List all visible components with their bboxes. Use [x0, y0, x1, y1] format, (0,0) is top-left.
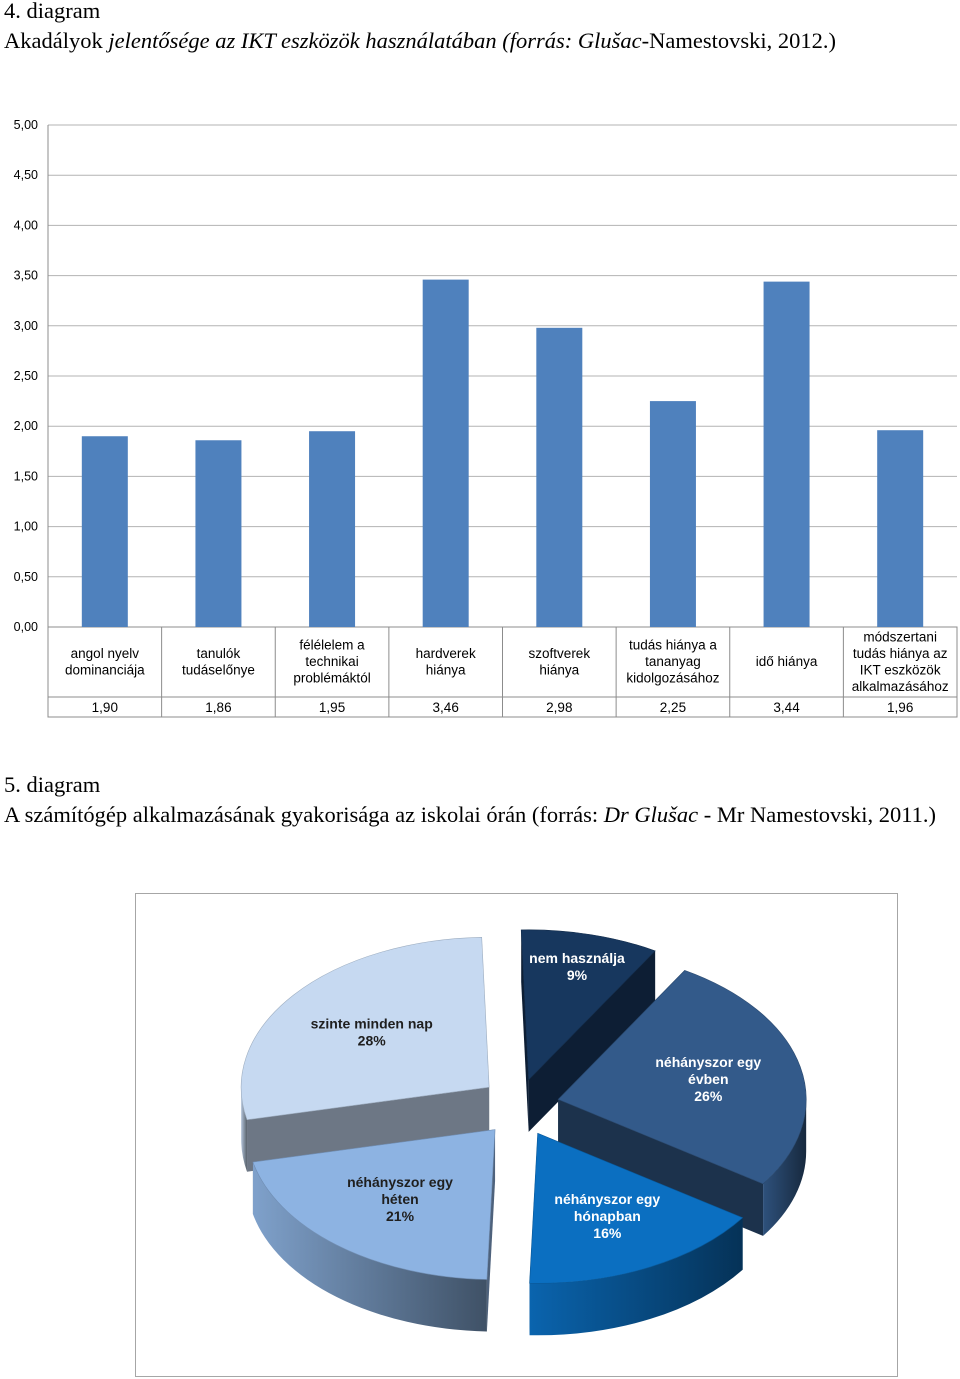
y-tick-label: 2,50: [13, 369, 38, 383]
pie-slice: [253, 1130, 495, 1332]
pie-slice-label-line: nem használja: [529, 950, 625, 967]
y-tick-label: 4,00: [13, 218, 38, 233]
y-tick-label: 0,50: [13, 569, 38, 584]
x-category-label-line: kidolgozásához: [626, 670, 720, 686]
bar: [309, 431, 355, 627]
figure-4-caption: [4, 0, 956, 56]
x-category-label: [626, 638, 719, 686]
figure-5-caption: [4, 770, 956, 830]
y-tick-label: 3,00: [13, 318, 38, 333]
data-table-value: 1,86: [205, 700, 232, 715]
pie-slice-label-line: néhányszor egy: [655, 1054, 762, 1071]
data-table-value: 2,98: [546, 700, 573, 715]
bar: [650, 401, 696, 627]
data-table-value: 3,44: [773, 700, 800, 715]
figure-4-title-a: Akadályok: [4, 28, 109, 53]
x-category-label-line: szoftverek: [528, 645, 591, 661]
x-category-label-line: tudás hiánya az: [852, 645, 948, 661]
pie-slice-label-line: néhányszor egy: [347, 1173, 453, 1190]
figure-4-title: [4, 26, 956, 56]
pie-slice-label-line: évben: [688, 1071, 729, 1088]
x-category-label-line: félélelem a: [299, 637, 365, 653]
y-tick-label: 4,50: [13, 168, 38, 183]
data-table-value: 1,95: [318, 700, 346, 715]
x-category-label-line: tudás hiánya a: [629, 637, 717, 653]
figure-5-number: 5. diagram: [4, 772, 101, 797]
y-tick-label: 5,00: [13, 118, 38, 132]
x-category-label: [756, 654, 818, 669]
x-category-label: [293, 638, 370, 686]
x-category-label-line: tanulók: [196, 645, 241, 661]
pie-slice-label-line: szinte minden nap: [310, 1015, 433, 1032]
pie-slice-percent: 16%: [593, 1225, 622, 1242]
y-tick-label: 1,00: [13, 519, 38, 534]
x-category-label-line: hiánya: [425, 662, 466, 678]
x-category-label-line: hiánya: [539, 662, 580, 678]
y-tick-label: 2,00: [13, 419, 38, 434]
y-tick-label: 0,00: [13, 620, 38, 634]
x-category-label-line: módszertani: [863, 629, 937, 645]
x-category-label-line: hardverek: [415, 645, 476, 661]
pie-slice-percent: 21%: [386, 1207, 415, 1224]
x-category-label-line: technikai: [305, 654, 359, 669]
x-category-label: [182, 646, 255, 678]
x-category-label: [852, 629, 949, 694]
figure-4-title-b: jelentősége az IKT eszközök használatában (forrás: Glušac: [108, 28, 642, 53]
x-category-label-line: tananyag: [645, 654, 701, 669]
x-category-label-line: tudáselőnye: [182, 662, 255, 678]
bar: [195, 440, 241, 627]
pie-slice-label-line: héten: [381, 1190, 419, 1207]
bar: [764, 282, 810, 627]
pie-slice-label-line: hónapban: [573, 1208, 641, 1225]
figure-5-title-b: Dr Glušac: [603, 802, 699, 827]
figure-4-number: 4. diagram: [4, 0, 101, 23]
pie-chart: [136, 894, 897, 1376]
figure-5-title: [4, 800, 956, 830]
figure-5-title-a: A számítógép alkalmazásának gyakorisága az iskolai órán (forrás:: [4, 802, 604, 827]
data-table-value: 1,90: [91, 700, 118, 715]
data-table-value: 1,96: [887, 700, 914, 715]
pie-chart-frame: [135, 893, 898, 1377]
pie-slice-percent: 9%: [566, 967, 588, 984]
x-category-label-line: alkalmazásához: [851, 678, 949, 694]
pie-slice-label-line: néhányszor egy: [554, 1191, 661, 1208]
bar-chart: [0, 110, 960, 725]
y-tick-label: 1,50: [13, 469, 38, 484]
x-category-label: [416, 646, 476, 678]
figure-5-title-c: - Mr Namestovski, 2011.): [698, 802, 937, 827]
bar: [423, 280, 469, 627]
x-category-label-line: IKT eszközök: [859, 662, 941, 678]
x-category-label-line: problémáktól: [293, 670, 371, 686]
bar: [536, 328, 582, 627]
data-table-value: 2,25: [659, 700, 687, 715]
x-category-label-line: angol nyelv: [70, 645, 139, 661]
pie-slice-percent: 28%: [357, 1032, 386, 1049]
x-category-label: [65, 646, 145, 678]
data-table-value: 3,46: [432, 700, 459, 715]
x-category-label-line: idő hiánya: [755, 654, 818, 669]
figure-4-title-c: -Namestovski, 2012.): [641, 28, 837, 53]
x-category-label: [529, 646, 591, 678]
y-tick-label: 3,50: [13, 268, 38, 283]
x-category-label-line: dominanciája: [65, 662, 145, 678]
bar: [877, 430, 923, 627]
bar: [82, 436, 128, 627]
pie-slice-percent: 26%: [694, 1088, 723, 1105]
